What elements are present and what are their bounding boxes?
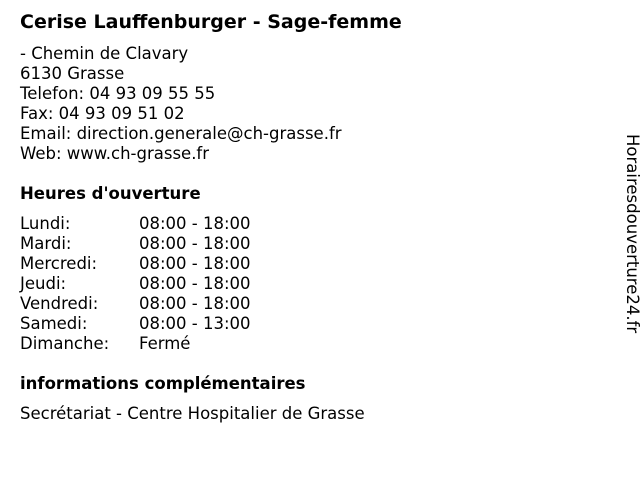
day-label: Samedi: bbox=[20, 314, 88, 333]
address-street: - Chemin de Clavary bbox=[20, 44, 189, 63]
time-range: 08:00 - 13:00 bbox=[139, 314, 251, 333]
opening-hours-heading: Heures d'ouverture bbox=[20, 184, 201, 203]
hours-row-monday bbox=[20, 214, 320, 234]
site-watermark: Horairesdouverture24.fr bbox=[623, 134, 642, 334]
hours-row-wednesday bbox=[20, 254, 320, 274]
hours-row-saturday bbox=[20, 314, 320, 334]
email-address: Email: direction.generale@ch-grasse.fr bbox=[20, 124, 342, 143]
opening-hours-table bbox=[20, 214, 320, 354]
additional-info-text: Secrétariat - Centre Hospitalier de Grasse bbox=[20, 404, 365, 423]
day-label: Mercredi: bbox=[20, 254, 98, 273]
time-range: 08:00 - 18:00 bbox=[139, 294, 251, 313]
time-range: 08:00 - 18:00 bbox=[139, 214, 251, 233]
time-range: 08:00 - 18:00 bbox=[139, 274, 251, 293]
phone-number: Telefon: 04 93 09 55 55 bbox=[20, 84, 216, 103]
day-label: Jeudi: bbox=[20, 274, 67, 293]
hours-row-friday bbox=[20, 294, 320, 314]
hours-row-tuesday bbox=[20, 234, 320, 254]
time-range: 08:00 - 18:00 bbox=[139, 254, 251, 273]
day-label: Dimanche: bbox=[20, 334, 110, 353]
website: Web: www.ch-grasse.fr bbox=[20, 144, 210, 163]
time-range: Fermé bbox=[139, 334, 191, 353]
fax-number: Fax: 04 93 09 51 02 bbox=[20, 104, 185, 123]
day-label: Lundi: bbox=[20, 214, 71, 233]
time-range: 08:00 - 18:00 bbox=[139, 234, 251, 253]
additional-info-heading: informations complémentaires bbox=[20, 374, 306, 393]
page-title: Cerise Lauffenburger - Sage-femme bbox=[20, 11, 402, 33]
hours-row-thursday bbox=[20, 274, 320, 294]
day-label: Mardi: bbox=[20, 234, 72, 253]
address-city: 6130 Grasse bbox=[20, 64, 125, 83]
day-label: Vendredi: bbox=[20, 294, 99, 313]
hours-row-sunday bbox=[20, 334, 320, 354]
contact-block bbox=[20, 44, 342, 164]
